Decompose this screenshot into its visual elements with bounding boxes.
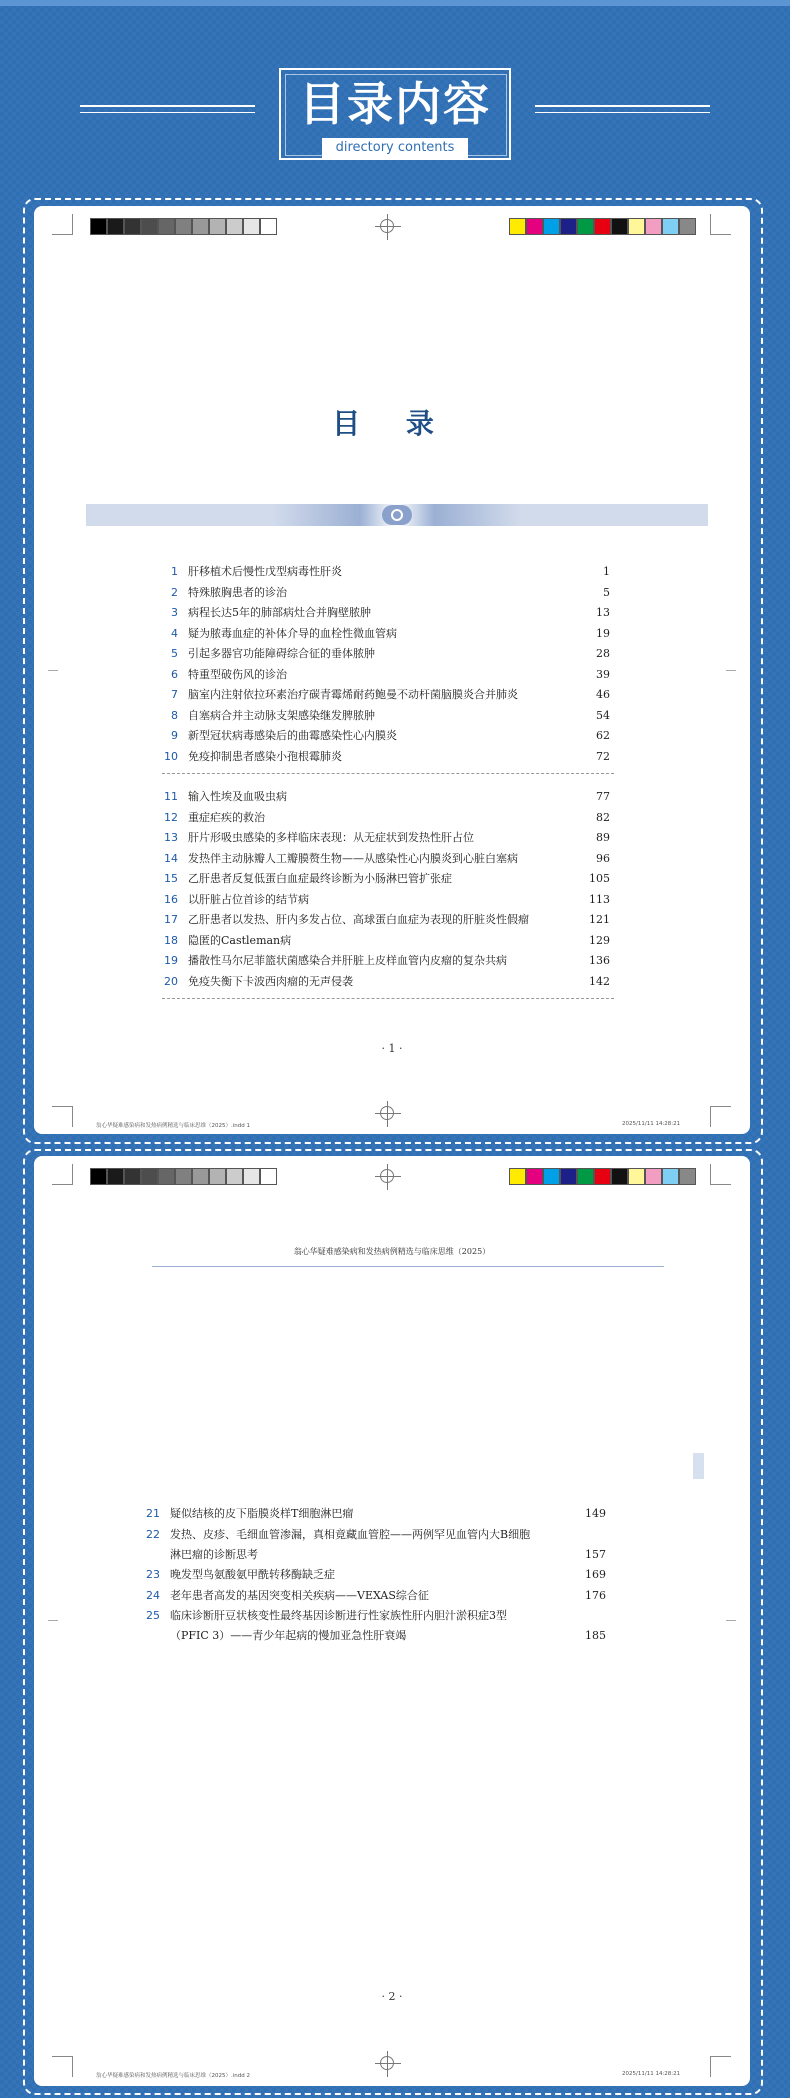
bar-swatch — [594, 218, 611, 235]
toc-entry-title: 肝移植术后慢性戊型病毒性肝炎 — [188, 565, 342, 578]
toc-entry-page: 54 — [596, 708, 610, 722]
toc-entry — [146, 1565, 606, 1585]
bar-swatch — [645, 218, 662, 235]
footer-file-info: 翁心华疑难感染病和发热病例精选与临床思维（2025）.indd 1 — [96, 1123, 250, 1129]
toc-entry-page: 1 — [603, 565, 610, 578]
toc-entry-page: 169 — [585, 1568, 606, 1581]
side-tick-right — [726, 1620, 736, 1621]
toc-entry-title: 乙肝患者以发热、肝内多发占位、高球蛋白血症为表现的肝脏炎性假瘤 — [188, 913, 529, 926]
side-tab-marker — [693, 1453, 704, 1479]
toc-entry — [164, 706, 610, 726]
bar-swatch — [662, 218, 679, 235]
bar-swatch — [158, 1168, 175, 1185]
toc-entry-page: 77 — [596, 790, 610, 803]
toc-entry-number: 16 — [164, 892, 178, 906]
toc-entry-number: 17 — [164, 913, 178, 926]
toc-entry-page: 89 — [596, 831, 610, 844]
toc-entry — [164, 787, 610, 807]
toc-entry-number: 10 — [164, 749, 178, 763]
toc-entry-page: 185 — [585, 1629, 606, 1642]
bar-swatch — [628, 1168, 645, 1185]
banner-line-left-thin — [80, 112, 255, 113]
grayscale-bar — [90, 218, 277, 235]
toc-entry — [164, 828, 610, 848]
toc-entry-title: 病程长达5年的肺部病灶合并胸壁脓肿 — [188, 606, 371, 619]
registration-mark-bottom — [375, 1101, 401, 1127]
bar-swatch — [509, 1168, 526, 1185]
bar-swatch — [526, 218, 543, 235]
color-bar — [509, 218, 696, 235]
footer-timestamp: 2025/11/11 14:28:21 — [622, 2071, 681, 2077]
toc-entry-title: 特重型破伤风的诊治 — [188, 667, 287, 681]
bar-swatch — [543, 1168, 560, 1185]
toc-entry — [164, 972, 610, 992]
toc-entry — [164, 685, 610, 705]
toc-list-page-1 — [164, 562, 650, 1012]
bar-swatch — [560, 1168, 577, 1185]
side-tick-left — [48, 1620, 58, 1621]
toc-entry-number: 19 — [164, 954, 178, 967]
bar-swatch — [226, 218, 243, 235]
toc-entry-page: 19 — [596, 626, 610, 640]
toc-entry-title: 乙肝患者反复低蛋白血症最终诊断为小肠淋巴管扩张症 — [188, 872, 452, 885]
toc-entry — [164, 583, 610, 603]
bar-swatch — [192, 218, 209, 235]
toc-entry-number: 24 — [146, 1588, 160, 1602]
page-2 — [34, 1156, 750, 2086]
toc-decorative-band — [86, 504, 708, 526]
toc-entry-number: 7 — [171, 688, 178, 701]
toc-entry — [146, 1606, 606, 1646]
toc-entry-page: 105 — [589, 872, 610, 885]
toc-entry-number: 9 — [171, 729, 178, 742]
bar-swatch — [141, 218, 158, 235]
bar-swatch — [543, 218, 560, 235]
toc-entry-page: 136 — [589, 954, 610, 967]
toc-entry-title: 发热伴主动脉瓣人工瓣膜赘生物——从感染性心内膜炎到心脏白塞病 — [188, 851, 518, 865]
bar-swatch — [192, 1168, 209, 1185]
registration-mark-top — [375, 1164, 401, 1190]
toc-entry-number: 3 — [171, 606, 178, 619]
toc-entry-page: 28 — [596, 647, 610, 660]
toc-group-separator — [162, 773, 614, 774]
toc-entry-number: 18 — [164, 933, 178, 947]
toc-entry-title: 免疫抑制患者感染小孢根霉肺炎 — [188, 749, 342, 763]
toc-entry — [164, 603, 610, 623]
bar-swatch — [679, 218, 696, 235]
toc-entry-title: 隐匿的Castleman病 — [188, 933, 292, 947]
toc-entry-page: 157 — [585, 1547, 606, 1561]
toc-entry — [164, 644, 610, 664]
bar-swatch — [260, 218, 277, 235]
toc-entry-title: 重症疟疾的救治 — [188, 810, 265, 824]
header-banner — [0, 60, 790, 170]
toc-entry-title: 新型冠状病毒感染后的曲霉感染性心内膜炎 — [188, 729, 397, 742]
crop-mark-tr — [710, 214, 731, 235]
crop-mark-bl — [52, 1106, 73, 1127]
toc-entry — [164, 726, 610, 746]
toc-entry-title: 疑为脓毒血症的补体介导的血栓性微血管病 — [188, 626, 397, 640]
toc-list-page-2 — [146, 1504, 632, 1664]
bar-swatch — [679, 1168, 696, 1185]
bar-swatch — [90, 218, 107, 235]
toc-entry-title: 特殊脓胸患者的诊治 — [188, 585, 287, 599]
bar-swatch — [107, 218, 124, 235]
toc-entry-number: 5 — [171, 647, 178, 660]
toc-entry — [146, 1586, 606, 1606]
bar-swatch — [611, 1168, 628, 1185]
toc-entry-title: 以肝脏占位首诊的结节病 — [188, 892, 309, 906]
footer-timestamp: 2025/11/11 14:28:21 — [622, 1121, 681, 1127]
toc-entry-page: 13 — [596, 606, 610, 619]
bar-swatch — [526, 1168, 543, 1185]
toc-entry — [164, 951, 610, 971]
banner-line-right-thin — [535, 112, 710, 113]
toc-entry-title-line: 淋巴瘤的诊断思考 — [170, 1547, 258, 1561]
bar-swatch — [594, 1168, 611, 1185]
banner-line-left — [80, 105, 255, 107]
toc-entry-number: 12 — [164, 810, 178, 824]
toc-entry-page: 142 — [589, 974, 610, 988]
toc-entry — [164, 624, 610, 644]
toc-entry-title-line: 疑似结核的皮下脂膜炎样T细胞淋巴瘤 — [170, 1507, 354, 1520]
registration-mark-bottom — [375, 2051, 401, 2077]
top-strip — [0, 0, 790, 6]
toc-entry-title: 免疫失衡下卡波西肉瘤的无声侵袭 — [188, 974, 353, 988]
bar-swatch — [662, 1168, 679, 1185]
toc-entry-number: 13 — [164, 831, 178, 844]
toc-heading: 目 录 — [332, 407, 452, 440]
toc-entry — [164, 665, 610, 685]
page-number: · 1 · — [381, 1042, 403, 1055]
toc-entry-page: 121 — [589, 913, 610, 926]
toc-entry — [164, 747, 610, 767]
crop-mark-bl — [52, 2056, 73, 2077]
banner-subtitle: directory contents — [322, 138, 468, 158]
toc-entry-page: 129 — [589, 933, 610, 947]
toc-entry-number: 23 — [146, 1568, 160, 1581]
bar-swatch — [209, 218, 226, 235]
toc-entry-title: 引起多器官功能障碍综合征的垂体脓肿 — [188, 647, 375, 660]
toc-entry-number: 21 — [146, 1507, 160, 1520]
toc-entry — [164, 562, 610, 582]
toc-entry-number: 6 — [171, 667, 178, 681]
grayscale-bar — [90, 1168, 277, 1185]
toc-entry-number: 8 — [171, 708, 178, 722]
toc-entry-number: 25 — [146, 1609, 160, 1622]
toc-entry — [146, 1504, 606, 1524]
bar-swatch — [560, 218, 577, 235]
color-bar — [509, 1168, 696, 1185]
bar-swatch — [175, 1168, 192, 1185]
footer-file-info: 翁心华疑难感染病和发热病例精选与临床思维（2025）.indd 2 — [96, 2073, 250, 2079]
toc-entry-title-line: 发热、皮疹、毛细血管渗漏，真相竟藏血管腔——两例罕见血管内大B细胞 — [170, 1527, 531, 1541]
side-tick-right — [726, 670, 736, 671]
crop-mark-tl — [52, 214, 73, 235]
toc-entry-title-line: （PFIC 3）——青少年起病的慢加亚急性肝衰竭 — [170, 1629, 407, 1642]
bar-swatch — [611, 218, 628, 235]
toc-entry-title-line: 晚发型鸟氨酸氨甲酰转移酶缺乏症 — [170, 1568, 335, 1581]
toc-entry-page: 5 — [603, 585, 610, 599]
toc-entry-page: 82 — [596, 810, 610, 824]
side-tick-left — [48, 670, 58, 671]
toc-entry — [164, 931, 610, 951]
crop-mark-tr — [710, 1164, 731, 1185]
toc-entry-number: 2 — [171, 585, 178, 599]
bar-swatch — [124, 1168, 141, 1185]
band-ornament — [382, 505, 412, 525]
toc-entry-page: 72 — [596, 749, 610, 763]
toc-entry-number: 15 — [164, 872, 178, 885]
crop-mark-br — [710, 2056, 731, 2077]
bar-swatch — [175, 218, 192, 235]
bar-swatch — [260, 1168, 277, 1185]
banner-title: 目录内容 — [299, 77, 491, 131]
toc-entry — [164, 808, 610, 828]
registration-mark-top — [375, 214, 401, 240]
toc-entry — [164, 910, 610, 930]
crop-mark-tl — [52, 1164, 73, 1185]
bar-swatch — [509, 218, 526, 235]
toc-entry-number: 14 — [164, 851, 178, 865]
bar-swatch — [577, 1168, 594, 1185]
bar-swatch — [141, 1168, 158, 1185]
toc-entry-page: 96 — [596, 851, 610, 865]
toc-entry-page: 113 — [589, 892, 610, 906]
toc-entry-title: 播散性马尔尼菲篮状菌感染合并肝脏上皮样血管内皮瘤的复杂共病 — [188, 954, 507, 967]
toc-entry-page: 62 — [596, 729, 610, 742]
running-head: 翁心华疑难感染病和发热病例精选与临床思维（2025） — [293, 1247, 491, 1256]
toc-entry — [164, 849, 610, 869]
bar-swatch — [124, 218, 141, 235]
toc-entry-page: 176 — [585, 1588, 606, 1602]
bar-swatch — [577, 218, 594, 235]
page-1 — [34, 206, 750, 1134]
toc-entry-title-line: 老年患者高发的基因突变相关疾病——VEXAS综合征 — [170, 1588, 429, 1602]
toc-entry-number: 20 — [164, 974, 178, 988]
toc-entry-number: 22 — [146, 1527, 160, 1541]
bar-swatch — [226, 1168, 243, 1185]
crop-mark-br — [710, 1106, 731, 1127]
bar-swatch — [90, 1168, 107, 1185]
toc-entry-number: 1 — [171, 565, 178, 578]
toc-entry-number: 4 — [171, 626, 178, 640]
toc-entry-title: 自塞病合并主动脉支架感染继发脾脓肿 — [188, 708, 375, 722]
bar-swatch — [243, 1168, 260, 1185]
toc-entry-title: 肝片形吸虫感染的多样临床表现：从无症状到发热性肝占位 — [188, 831, 474, 844]
running-head-rule — [152, 1266, 664, 1267]
toc-entry-page: 39 — [596, 667, 610, 681]
toc-entry-title-line: 临床诊断肝豆状核变性最终基因诊断进行性家族性肝内胆汁淤积症3型 — [170, 1609, 507, 1622]
toc-end-separator — [162, 998, 614, 999]
bar-swatch — [158, 218, 175, 235]
toc-entry — [164, 869, 610, 889]
bar-swatch — [243, 218, 260, 235]
toc-entry — [146, 1525, 606, 1565]
toc-entry-number: 11 — [164, 790, 178, 803]
toc-entry-title: 输入性埃及血吸虫病 — [188, 790, 287, 803]
bar-swatch — [107, 1168, 124, 1185]
bar-swatch — [645, 1168, 662, 1185]
toc-entry-page: 149 — [585, 1507, 606, 1520]
page-number: · 2 · — [381, 1990, 403, 2003]
bar-swatch — [209, 1168, 226, 1185]
bar-swatch — [628, 218, 645, 235]
banner-line-right — [535, 105, 710, 107]
toc-entry-title: 脑室内注射依拉环素治疗碳青霉烯耐药鲍曼不动杆菌脑膜炎合并肺炎 — [188, 688, 518, 701]
toc-entry — [164, 890, 610, 910]
toc-entry-page: 46 — [596, 688, 610, 701]
